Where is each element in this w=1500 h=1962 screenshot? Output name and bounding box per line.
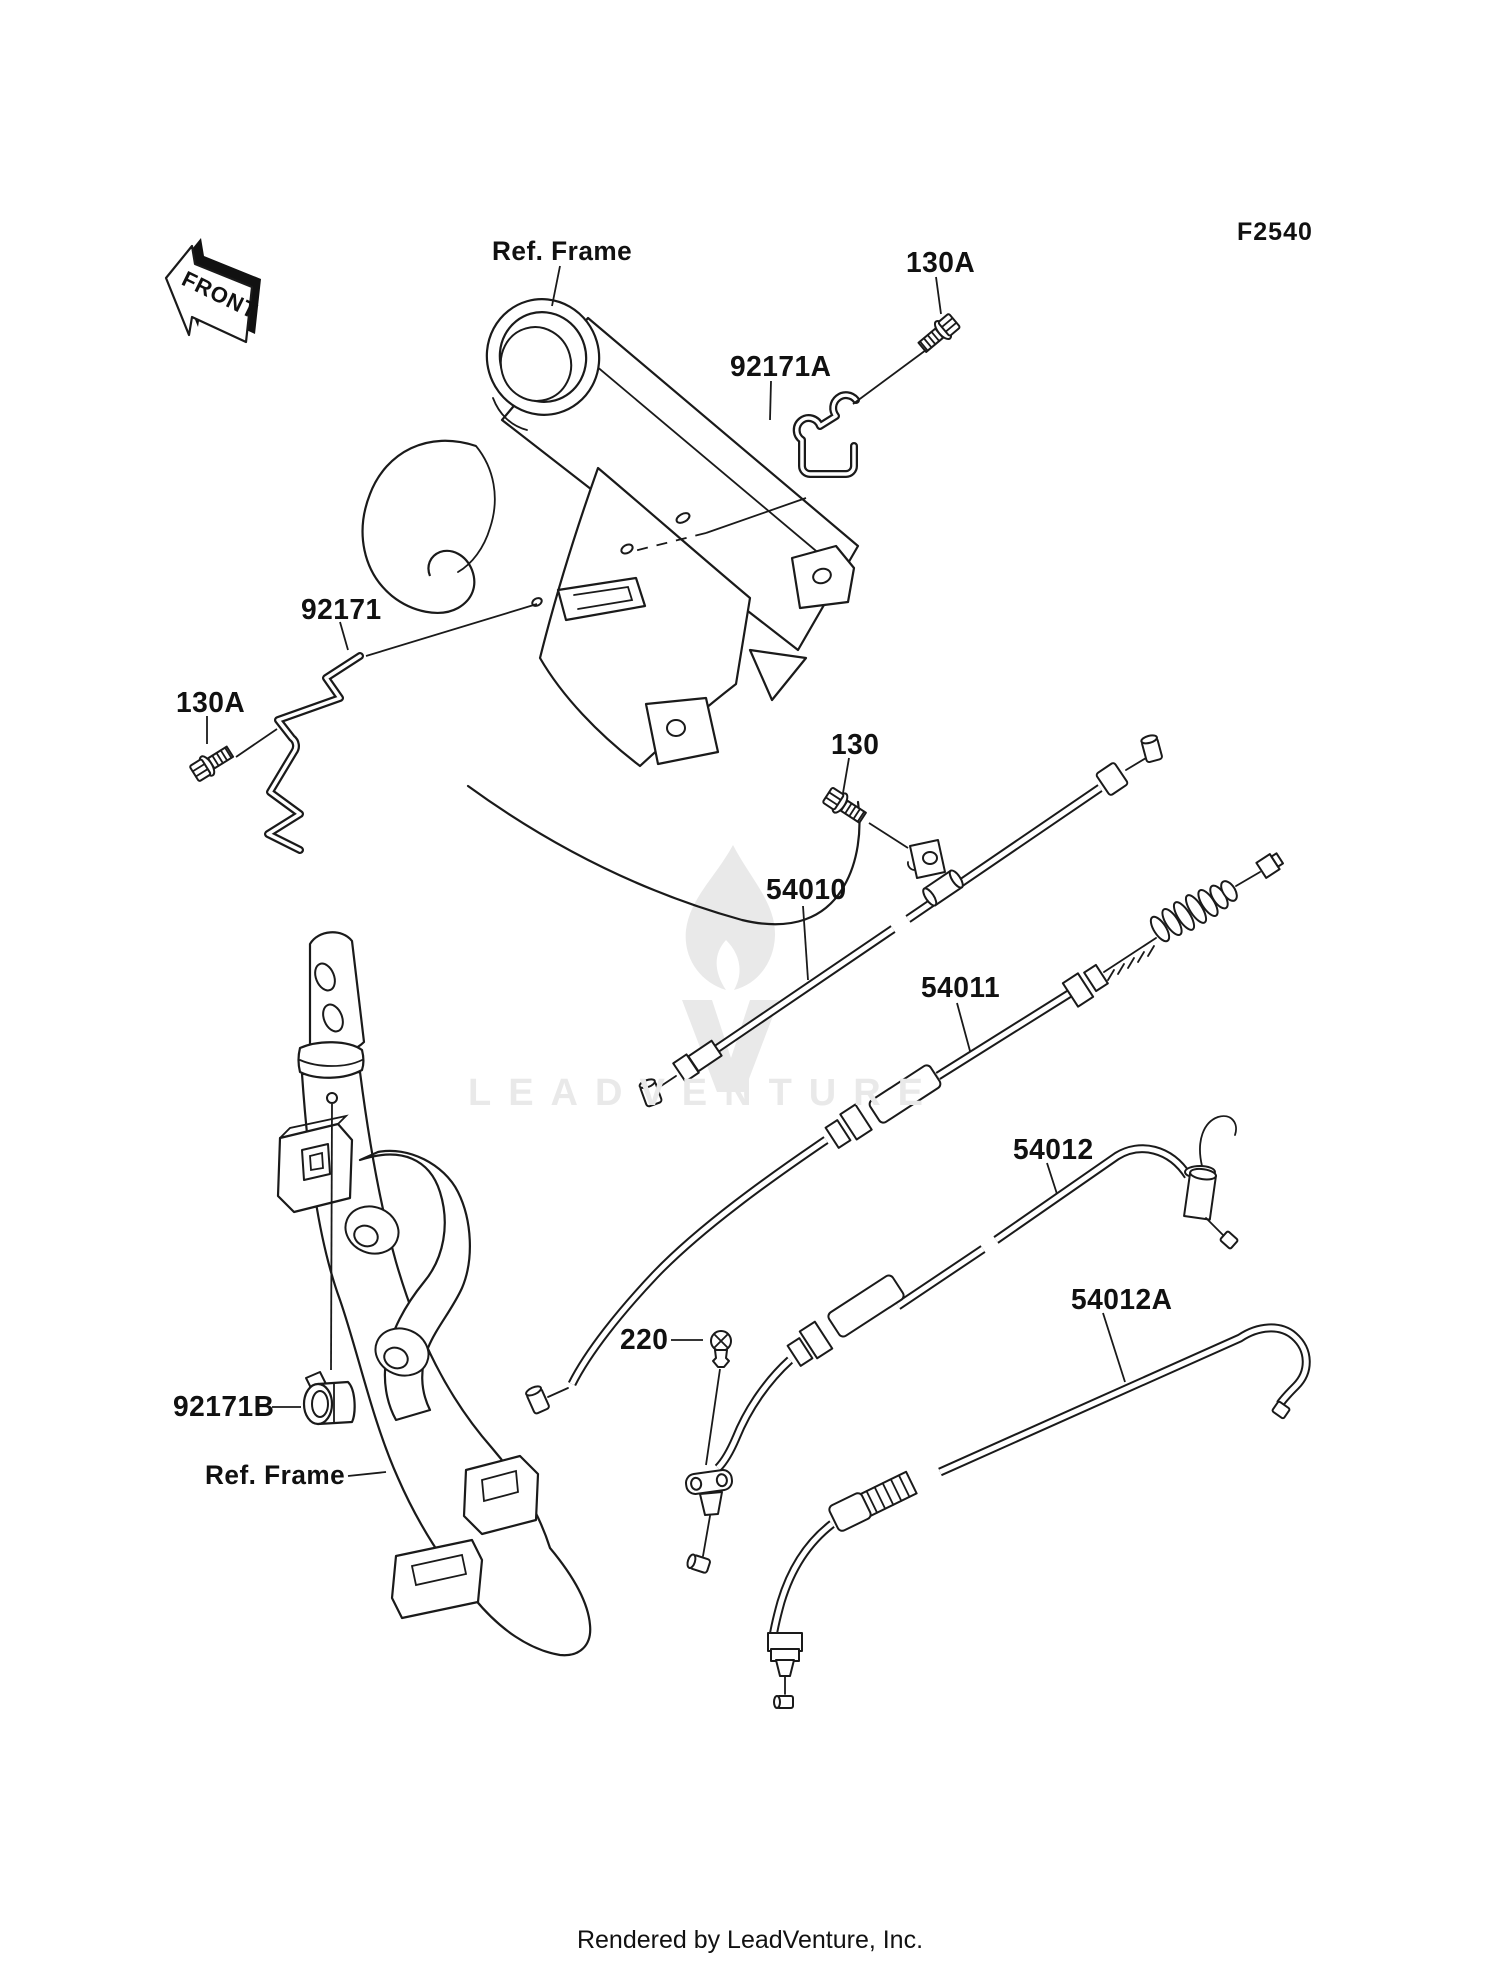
figure-code: F2540 xyxy=(1237,218,1313,246)
part-label-54011[interactable]: 54011 xyxy=(921,972,1001,1004)
part-label-130a-left[interactable]: 130A xyxy=(176,687,246,719)
front-marker-label: FRONT xyxy=(178,266,262,324)
part-label-54012a[interactable]: 54012A xyxy=(1071,1284,1173,1316)
bolt-130a-left-drawing xyxy=(188,742,235,783)
part-label-54010[interactable]: 54010 xyxy=(766,874,847,906)
part-label-92171a[interactable]: 92171A xyxy=(730,351,832,383)
clamp-92171b-drawing xyxy=(304,1372,355,1424)
part-label-130[interactable]: 130 xyxy=(831,729,880,761)
part-label-92171b[interactable]: 92171B xyxy=(173,1391,275,1423)
bolt-130-drawing xyxy=(821,786,868,827)
part-label-92171[interactable]: 92171 xyxy=(301,594,382,626)
frame-lower-drawing xyxy=(278,932,590,1655)
ref-frame-top-label: Ref. Frame xyxy=(492,236,633,266)
part-label-130a-top[interactable]: 130A xyxy=(906,247,976,279)
part-label-220[interactable]: 220 xyxy=(620,1324,669,1356)
footer-credit: Rendered by LeadVenture, Inc. xyxy=(576,1926,924,1954)
clip-92171-drawing xyxy=(268,656,360,850)
watermark-text: LEADVENTURE xyxy=(468,1072,941,1114)
bolt-130a-top-drawing xyxy=(915,312,961,356)
cable-54012a-drawing xyxy=(768,1328,1306,1708)
clip-92171a-drawing xyxy=(797,395,856,474)
ref-frame-bottom-label: Ref. Frame xyxy=(205,1460,346,1490)
part-label-54012[interactable]: 54012 xyxy=(1013,1134,1094,1166)
screw-220-drawing xyxy=(711,1331,731,1367)
